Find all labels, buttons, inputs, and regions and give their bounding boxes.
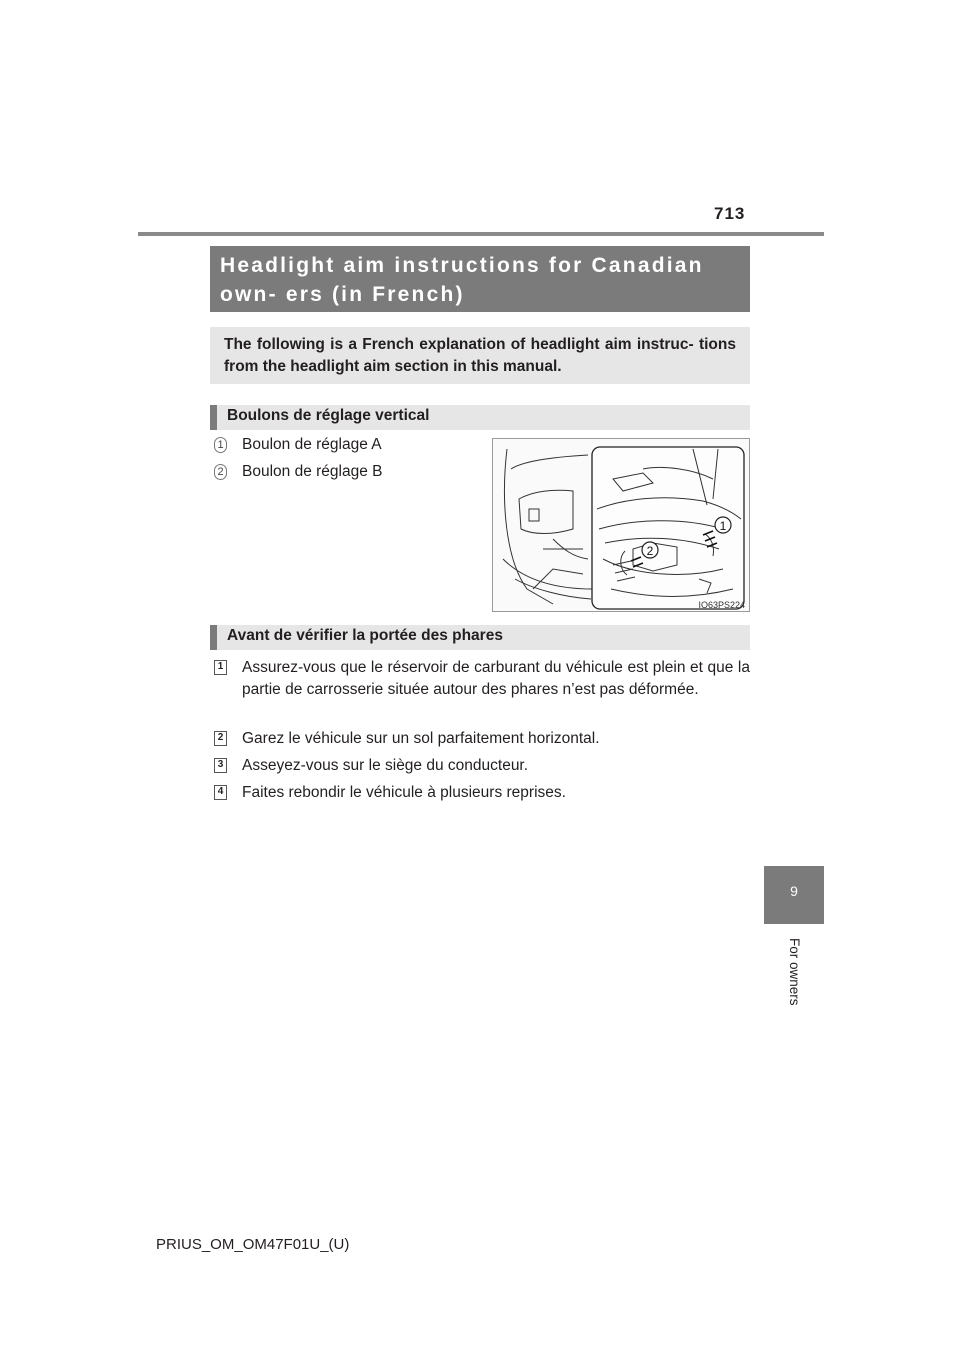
step-text: Asseyez-vous sur le siège du conducteur.	[242, 757, 529, 774]
section-title: Headlight aim instructions for Canadian own- ers (in French)	[210, 246, 750, 312]
figure-code: IO63PS224	[698, 600, 745, 610]
step-text: Garez le véhicule sur un sol parfaitement horizontal.	[242, 730, 600, 747]
page-number: 713	[714, 204, 746, 223]
chapter-number: 9	[790, 883, 798, 899]
intro-text: The following is a French explanation of headlight aim instruc- tions from the headlight aim section in this manual.	[210, 327, 750, 384]
step-number: 4	[214, 785, 227, 800]
callout-1: 1	[719, 519, 727, 533]
headlight-bolts-figure	[492, 438, 750, 612]
bolt-label: Boulon de réglage A	[242, 436, 382, 453]
step-number: 3	[214, 758, 227, 773]
vertical-bolts-heading: Boulons de réglage vertical	[210, 405, 750, 430]
bolt-label: Boulon de réglage B	[242, 463, 383, 480]
step-item	[214, 782, 750, 804]
step-number: 2	[214, 731, 227, 746]
callout-2: 2	[646, 544, 654, 558]
step-text: Assurez-vous que le réservoir de carburant du véhicule est plein et que la partie de carrosserie située autour des phares n’est pas déformée.	[242, 659, 750, 698]
circled-number: 2	[214, 464, 227, 480]
chapter-label: For owners	[787, 938, 802, 1006]
header-rule	[138, 232, 824, 236]
step-item	[214, 728, 750, 750]
before-check-heading: Avant de vérifier la portée des phares	[210, 625, 750, 650]
chapter-tab[interactable]	[764, 866, 824, 924]
step-item	[214, 657, 750, 701]
circled-number: 1	[214, 437, 227, 453]
footer-doc-code: PRIUS_OM_OM47F01U_(U)	[156, 1236, 350, 1253]
engine-bay-illustration	[493, 439, 749, 611]
step-number: 1	[214, 660, 227, 675]
step-text: Faites rebondir le véhicule à plusieurs reprises.	[242, 784, 566, 801]
step-item	[214, 755, 750, 777]
